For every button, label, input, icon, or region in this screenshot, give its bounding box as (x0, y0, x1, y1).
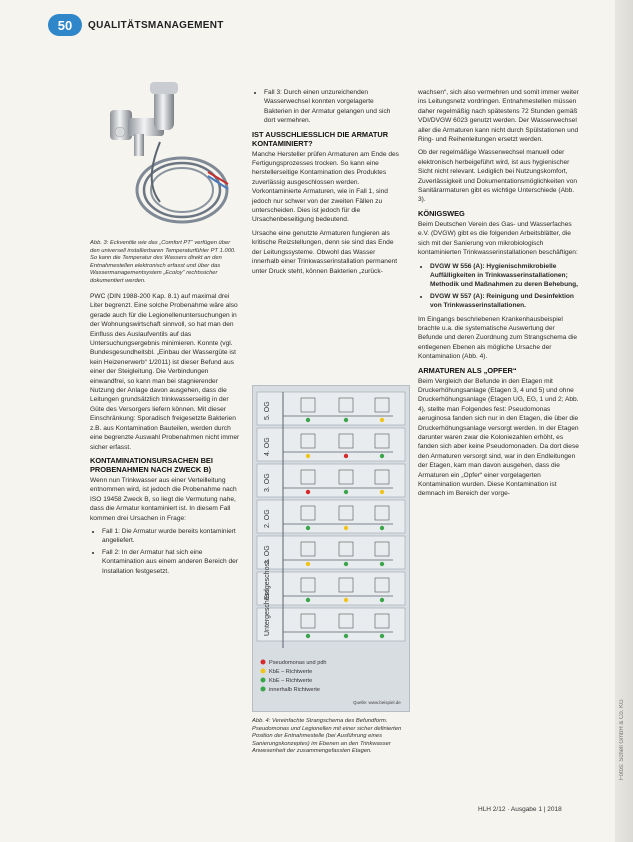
sample-dot (380, 598, 384, 602)
bullet-list (418, 262, 580, 311)
list-item: • Fall 1: Die Armatur wurde bereits kontaminiert angeliefert. (102, 527, 240, 546)
sample-dot (344, 526, 348, 530)
floor-label: 1. OG (264, 545, 271, 564)
legend-dot (261, 678, 266, 683)
sample-dot (380, 634, 384, 638)
section-title: QUALITÄTSMANAGEMENT (88, 19, 224, 31)
paragraph: Ob der regelmäßige Wasserwechsel manuell oder elektronisch herbeigeführt wird, ist aus hygienischer Sicht nicht relevant. Lediglich bei Nutzungskomfort, Zuverlässigkeit und Dokumentationsmöglichkeiten von Sanitärarmaturen gibt es wichtige Unterschiede (Abb. 3). (418, 149, 578, 204)
column-3 (418, 88, 580, 503)
floor-label: 2. OG (264, 509, 271, 528)
sample-dot (344, 490, 348, 494)
sample-dot (306, 490, 310, 494)
sample-dot (344, 418, 348, 422)
page-number-badge: 50 (48, 14, 82, 36)
sample-dot (344, 598, 348, 602)
legend-label: innerhalb Richtwerte (269, 687, 320, 693)
legend-dot (261, 660, 266, 665)
heading: IST AUSSCHLIESSLICH DIE ARMATUR KONTAMINIERT? (252, 129, 389, 148)
figure4-caption: Abb. 4: Vereinfachte Strangschema des Befundform. Pseudomonas und Legionellen mit einer sicher definierten Position der Entnahmestelle (bei Ausführung eines Sanierungskonzeptes) im Ebenen an den Trinkwasser Anwesenheit der zusammengefassten Etagen. (252, 718, 402, 755)
sample-dot (306, 598, 310, 602)
list-item: • DVGW W 557 (A): Reinigung und Desinfektion von Trinkwasserinstallationen. (430, 292, 580, 311)
legend-label: KbE – Richtwerte (269, 678, 313, 684)
sample-dot (306, 562, 310, 566)
paragraph: Manche Hersteller prüfen Armaturen am Ende des Fertigungsprozesses trocken. So kann eine herstellerseitige Kontamination des Produktes zuverlässig ausgeschlossen werden. Vorkontaminierte Armaturen, wie in Fall 1, sind jedoch nur schwer von der zweiten Fällen zu unterscheiden. Dies ist jedoch für die Ursachenbeseitigung bedeutend. (252, 150, 399, 224)
column-1 (90, 292, 240, 580)
list-item: • Fall 3: Durch einen unzureichenden Wasserwechsel konnten vorgelagerte Bakterien in der Armatur gelangen und sich dort vermehren. (264, 88, 402, 126)
sample-dot (344, 454, 348, 458)
sample-dot (306, 454, 310, 458)
legend-label: KbE – Richtwerte (269, 669, 313, 675)
side-note: Fotos: Schell GmbH & Co. KG (619, 699, 625, 780)
list-item: • Fall 2: In der Armatur hat sich eine Kontamination aus einem anderen Bereich der Installation festgesetzt. (102, 548, 240, 576)
legend-dot (261, 687, 266, 692)
paragraph: PWC (DIN 1988-200 Kap. 8.1) auf maximal drei Liter begrenzt. Eine solche Probenahme wäre also gerade auch für die Legionellenuntersuchungen in der Wohnungswirtschaft sinnvoll, so hat man den Einfluss des Auslaufventils auf das Untersuchungsergebnis minimieren. Konnte (vgl. Bundesgesundheitsbl. „Einbau der Wassergüte ist kein Heizenerwerb“ 1/2011) ist dieser Befund aus einer der Steigleitung. Die Verbindungen einwandfrei, so kann man bei stagnierender Nutzung der Anlage davon ausgehen, dass die Leitungen grundsätzlich trinkwasserseitig in der Güte des Versorgers liefern können. Mit dieser Einschränkung: Sporadisch freigesetzte Bakterien z.B. aus Kontamination Bauteilen, werden durch eine begrenzte Auswahl Probenahmen nicht immer sicher erfasst. (90, 293, 240, 451)
paragraph: Wenn nun Trinkwasser aus einer Verteilleitung entnommen wird, ist jedoch die Probenahme nach ISO 19458 Zweck B, so liegt die Vermutung nahe, dass die Armatur kontaminiert ist. In diesem Fall kommen drei Ursachen in Frage: (90, 476, 237, 522)
paragraph: wachsen“, sich also vermehren und somit immer weiter ins Leitungsnetz vordringen. Entnahmestellen müssen daher regelmäßig nach spätestens 72 Stunden gemäß VDI/DVGW 6023 genutzt werden. Der Wasserwechsel aller die Armaturen kann nicht durch Spülstationen und Ring- und Reihenleitungen ersetzt werden. (418, 89, 579, 144)
valve-photo (90, 72, 240, 237)
list-item: • DVGW W 556 (A): Hygienischmikrobielle Auffälligkeiten in Trinkwasserinstallationen; Methodik und Maßnahmen zu deren Behebung, (430, 262, 580, 290)
sample-dot (306, 418, 310, 422)
floor-label: Untergeschoss (264, 589, 271, 636)
floor-label: 5. OG (264, 401, 271, 420)
sample-dot (380, 454, 384, 458)
diagram-source: Quelle: www.beispiel.de (353, 700, 401, 705)
sample-dot (306, 634, 310, 638)
sample-dot (380, 526, 384, 530)
heading: ARMATUREN ALS „OPFER“ (418, 365, 517, 375)
paragraph: Im Eingangs beschriebenen Krankenhausbeispiel brachte u.a. die systematische Auswertung der Befunde und deren Zuordnung zum Strangschema die entlegenen Ebenen als mögliche Ursache der Kontamination (Abb. 4). (418, 315, 578, 361)
figure3-caption: Abb. 3: Eckventile wie das „Comfort PT“ verfügen über den universell installierbaren Temperaturfühler PT 1.000. So kann die Temperatur des Wassers direkt an den Entnahmestellen elektronisch erfasst und über das Wassermanagementsystem „Ecoloy“ rechtssicher dokumentiert werden. (90, 240, 236, 284)
legend-dot (261, 669, 266, 674)
floor-label: 4. OG (264, 437, 271, 456)
strang-schema-diagram (252, 385, 410, 712)
paragraph: Beim Vergleich der Befunde in den Etagen mit Druckerhöhungsanlage (Etagen 3, 4 und 5) und ohne Druckerhöhungsanlage (Etagen UG, EG, 1 und 2; Abb. 4), stellte man Folgendes fest: Pseudomonas aeruginosa fanden sich nur in den Etagen, die über die Druckerhöhungsanlage versorgt werden. In der Etagen darunter waren zwar die Koloniezahlen erhöht, es fanden sich aber keine Pseudomonaden. Da dort diese den Armaturen versorgt sind, war in den Endleitungen der Etagen, kam man davon ausgehen, dass die Armaturen ein „Opfer“ einer vorgelagerten Kontamination wurden. Diese Kontamination ist demnach im Bereich der vorge- (418, 377, 579, 498)
paragraph: Ursache eine genutzte Armaturen fungieren als kritische Reizstellungen, denn sie sind das Ende der Leitungssysteme. Obwohl das Wasser innerhalb einer Trinkwasserinstallation permanent unter Druck steht, können Bakterien „zurück- (252, 229, 398, 275)
sample-dot (306, 526, 310, 530)
paragraph: Beim Deutschen Verein des Gas- und Wasserfaches e.V. (DVGW) gibt es die folgenden Arbeitsblätter, die sich mit der Sanierung von mikrobiologisch kontaminierten Trinkwasserinstallationen beschäftigen: (418, 220, 578, 257)
sample-dot (344, 634, 348, 638)
sample-dot (380, 562, 384, 566)
heading: KÖNIGSWEG (418, 208, 465, 218)
column-2-top (252, 88, 402, 280)
bullet-list (252, 88, 402, 126)
sample-dot (344, 562, 348, 566)
page-header (48, 14, 224, 36)
bullet-list (90, 527, 240, 576)
heading: KONTAMINATIONSURSACHEN BEI PROBENAHMEN NACH ZWECK B) (90, 455, 213, 474)
sample-dot (380, 490, 384, 494)
floor-label: Erdgeschoss (264, 559, 271, 600)
page-footer: HLH 2/12 · Ausgabe 1 | 2018 (478, 806, 562, 813)
floor-label: 3. OG (264, 473, 271, 492)
legend-label: Pseudomonas und pdh (269, 660, 327, 666)
sample-dot (380, 418, 384, 422)
